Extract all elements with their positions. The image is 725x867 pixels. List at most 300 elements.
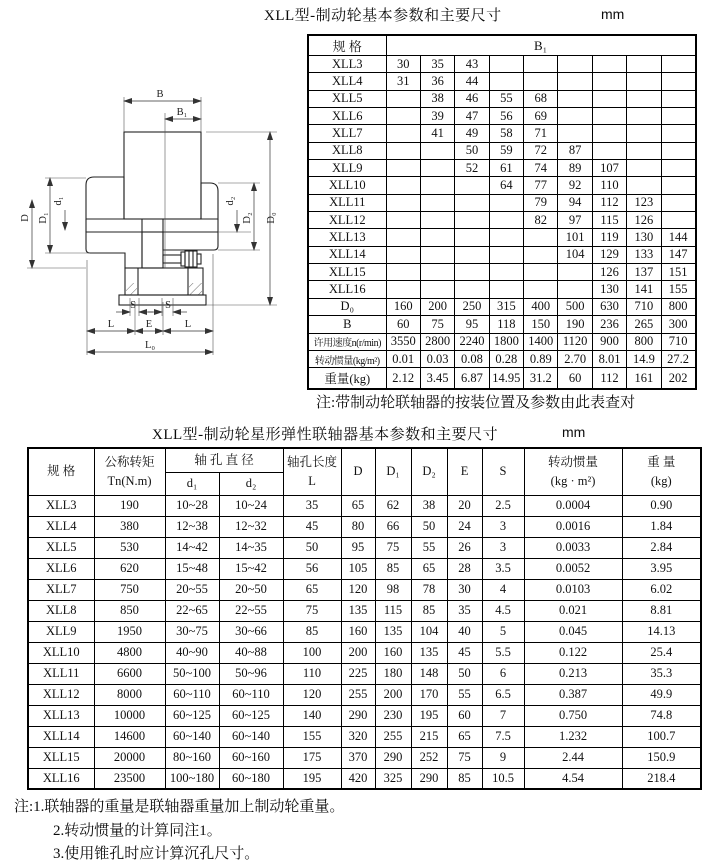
table-cell: 10~28 [165, 495, 219, 516]
table-cell: 74.8 [622, 705, 701, 726]
table-cell [558, 90, 592, 107]
row-label: XLL7 [308, 125, 386, 142]
table-cell: 4.5 [482, 600, 524, 621]
table-cell: 20 [447, 495, 482, 516]
table-cell: 31.2 [524, 368, 558, 389]
table-cell: 120 [283, 684, 341, 705]
table-cell [524, 73, 558, 90]
table-cell: 49.9 [622, 684, 701, 705]
coupling-parameters-table [27, 447, 702, 790]
table-row [308, 90, 696, 107]
table-cell: 28 [447, 558, 482, 579]
table-cell [455, 229, 489, 246]
table-cell: 135 [341, 600, 375, 621]
t2-header-D1: D₁ [375, 448, 411, 495]
table-cell: 161 [627, 368, 661, 389]
dim-label-S-right: S [165, 300, 171, 311]
table-cell: 123 [627, 194, 661, 211]
table-cell [489, 264, 523, 281]
table-cell: 370 [341, 747, 375, 768]
table-cell: 115 [375, 600, 411, 621]
table-cell [558, 125, 592, 142]
table-cell [627, 142, 661, 159]
table-cell: 8.81 [622, 600, 701, 621]
table-cell [420, 194, 454, 211]
row-label: 转动惯量(kg/m²) [308, 350, 386, 367]
table-cell: 112 [592, 194, 626, 211]
table-cell: 218.4 [622, 768, 701, 789]
table-cell [420, 177, 454, 194]
row-label: XLL8 [308, 142, 386, 159]
table-cell: 118 [489, 316, 523, 333]
table-cell [661, 108, 695, 125]
table-cell [420, 246, 454, 263]
row-label: XLL10 [28, 642, 94, 663]
table-cell: 65 [341, 495, 375, 516]
table-cell: 56 [283, 558, 341, 579]
table-cell: 6.5 [482, 684, 524, 705]
table-cell: 60~180 [219, 768, 283, 789]
table-cell: 14.13 [622, 621, 701, 642]
table-cell: 3 [482, 537, 524, 558]
table-cell [592, 90, 626, 107]
table-cell: 2.12 [386, 368, 420, 389]
row-label: XLL11 [28, 663, 94, 684]
table-cell: 2800 [420, 333, 454, 350]
table-cell: 60 [447, 705, 482, 726]
table-cell [627, 160, 661, 177]
table-cell: 60 [386, 316, 420, 333]
dim-label-L-right: L [184, 319, 192, 330]
table-cell: 151 [661, 264, 695, 281]
table-cell: 31 [386, 73, 420, 90]
table-cell: 61 [489, 160, 523, 177]
table-cell [455, 177, 489, 194]
table-cell: 6.02 [622, 579, 701, 600]
table-cell: 200 [420, 298, 454, 315]
dim-label-d1: d₁ [53, 196, 64, 206]
table-cell: 50 [455, 142, 489, 159]
table-row [308, 177, 696, 194]
table-cell: 141 [627, 281, 661, 298]
table-cell [455, 212, 489, 229]
t2-header-E: E [447, 448, 482, 495]
table-cell: 236 [592, 316, 626, 333]
table-cell: 202 [661, 368, 695, 389]
row-label: XLL12 [308, 212, 386, 229]
table-cell: 12~32 [219, 516, 283, 537]
table-cell [386, 229, 420, 246]
table-cell [455, 281, 489, 298]
table-row [28, 516, 701, 537]
table-cell: 27.2 [661, 350, 695, 367]
table-row [308, 229, 696, 246]
table-cell: 133 [627, 246, 661, 263]
table-cell: 74 [524, 160, 558, 177]
table-row [28, 747, 701, 768]
table-cell: 0.0103 [524, 579, 622, 600]
table-cell: 710 [661, 333, 695, 350]
row-label: XLL8 [28, 600, 94, 621]
table-cell: 0.90 [622, 495, 701, 516]
table-cell: 15~48 [165, 558, 219, 579]
table-cell: 200 [375, 684, 411, 705]
table-cell: 170 [411, 684, 447, 705]
table-cell: 315 [489, 298, 523, 315]
dim-label-D2: D₂ [242, 212, 253, 224]
table-cell: 230 [375, 705, 411, 726]
table-cell: 95 [341, 537, 375, 558]
table-cell: 104 [558, 246, 592, 263]
table-cell: 8.01 [592, 350, 626, 367]
table-cell: 800 [661, 298, 695, 315]
table-cell: 155 [661, 281, 695, 298]
row-label: XLL10 [308, 177, 386, 194]
table-cell: 50 [447, 663, 482, 684]
table-cell: 26 [447, 537, 482, 558]
table-cell: 3.5 [482, 558, 524, 579]
table-row [28, 579, 701, 600]
table-cell: 14.9 [627, 350, 661, 367]
footer-note-3: 3.使用锥孔时应计算沉孔尺寸。 [53, 846, 260, 862]
table-cell: 140 [283, 705, 341, 726]
dim-label-B1: B₁ [176, 107, 188, 118]
table-cell: 85 [375, 558, 411, 579]
row-label: XLL6 [308, 108, 386, 125]
table-cell: 110 [283, 663, 341, 684]
table-cell: 265 [627, 316, 661, 333]
right-hub [201, 183, 218, 219]
table-cell [592, 142, 626, 159]
table-cell: 195 [283, 768, 341, 789]
table-cell: 79 [524, 194, 558, 211]
table-cell: 20~50 [219, 579, 283, 600]
table-cell: 130 [592, 281, 626, 298]
table-cell: 56 [489, 108, 523, 125]
row-label: XLL3 [28, 495, 94, 516]
table-cell: 89 [558, 160, 592, 177]
table-cell: 12~38 [165, 516, 219, 537]
table-cell [420, 212, 454, 229]
table-cell: 135 [375, 621, 411, 642]
t2-header-bore-length-line2: L [308, 473, 316, 488]
row-label: XLL14 [28, 726, 94, 747]
t2-header-weight-line1: 重 量 [647, 455, 676, 469]
table-cell [489, 73, 523, 90]
t1-header-spec: 规 格 [308, 35, 386, 56]
table-cell: 87 [558, 142, 592, 159]
table-cell: 290 [375, 747, 411, 768]
table-cell: 44 [455, 73, 489, 90]
table-row [308, 160, 696, 177]
table1-unit-label: mm [601, 6, 625, 22]
coupling-section-drawing [5, 55, 297, 403]
table-cell: 80 [341, 516, 375, 537]
table-cell [489, 194, 523, 211]
brake-wheel-rim [124, 132, 201, 219]
table-cell [386, 177, 420, 194]
table-cell: 35 [420, 56, 454, 73]
table-cell: 35 [283, 495, 341, 516]
table-cell: 6600 [94, 663, 165, 684]
footer-note-1: 注:1.联轴器的重量是联轴器重量加上制动轮重量。 [14, 799, 345, 815]
table-cell: 60~140 [219, 726, 283, 747]
table-cell [455, 246, 489, 263]
table-cell: 147 [661, 246, 695, 263]
table2-title: XLL型-制动轮星形弹性联轴器基本参数和主要尺寸 [152, 427, 499, 443]
table-cell: 82 [524, 212, 558, 229]
table-cell: 2.5 [482, 495, 524, 516]
table-cell: 0.213 [524, 663, 622, 684]
table-cell: 620 [94, 558, 165, 579]
table-row [308, 246, 696, 263]
table-cell: 255 [341, 684, 375, 705]
table-cell [558, 281, 592, 298]
table-cell [592, 125, 626, 142]
table-cell: 0.28 [489, 350, 523, 367]
table-header-row [28, 448, 701, 472]
dim-label-L-left: L [107, 319, 115, 330]
table-row [28, 768, 701, 789]
table-cell: 2.70 [558, 350, 592, 367]
table-cell: 59 [489, 142, 523, 159]
table-cell [661, 142, 695, 159]
table-cell [489, 229, 523, 246]
table-cell: 130 [627, 229, 661, 246]
table-cell: 65 [411, 558, 447, 579]
dim-label-D: D [20, 214, 31, 222]
table-row [308, 264, 696, 281]
table-cell [627, 56, 661, 73]
table-row [28, 621, 701, 642]
table-header-row [308, 35, 696, 56]
t2-header-weight-line2: (kg) [650, 473, 672, 488]
table-cell [524, 246, 558, 263]
table-row [28, 705, 701, 726]
dim-label-S-left: S [130, 300, 136, 311]
table-cell: 400 [524, 298, 558, 315]
row-label: 重量(kg) [308, 368, 386, 389]
row-label: D₀ [308, 298, 386, 315]
table-cell: 126 [627, 212, 661, 229]
table-cell: 94 [558, 194, 592, 211]
t2-header-torque-line2: Tn(N.m) [107, 473, 152, 488]
table-cell: 0.0033 [524, 537, 622, 558]
table-cell: 65 [447, 726, 482, 747]
table-cell [661, 56, 695, 73]
t2-header-S: S [482, 448, 524, 495]
table-cell: 92 [558, 177, 592, 194]
table-cell: 40~90 [165, 642, 219, 663]
table-cell: 14600 [94, 726, 165, 747]
table-cell: 175 [283, 747, 341, 768]
table-cell: 30~66 [219, 621, 283, 642]
table-cell: 150 [524, 316, 558, 333]
t2-header-torque [94, 448, 165, 495]
table-cell: 69 [524, 108, 558, 125]
table-cell: 120 [341, 579, 375, 600]
table-cell [592, 108, 626, 125]
table-cell: 290 [411, 768, 447, 789]
table-cell: 65 [283, 579, 341, 600]
row-label: B [308, 316, 386, 333]
table-cell: 1400 [524, 333, 558, 350]
table-cell: 105 [341, 558, 375, 579]
table-cell: 10.5 [482, 768, 524, 789]
table-cell [455, 264, 489, 281]
table-cell: 0.89 [524, 350, 558, 367]
dim-label-D1: D₁ [38, 212, 49, 224]
table-cell: 14.95 [489, 368, 523, 389]
table-cell: 3550 [386, 333, 420, 350]
table-cell: 1120 [558, 333, 592, 350]
table-cell: 72 [524, 142, 558, 159]
table-cell: 0.0004 [524, 495, 622, 516]
table-cell: 55 [447, 684, 482, 705]
table-cell [420, 160, 454, 177]
table-cell: 85 [411, 600, 447, 621]
table-cell [661, 125, 695, 142]
table-cell: 2.84 [622, 537, 701, 558]
t2-header-bore-length [283, 448, 341, 495]
table-cell: 4 [482, 579, 524, 600]
table-cell [661, 194, 695, 211]
row-label: XLL7 [28, 579, 94, 600]
table-cell: 50~100 [165, 663, 219, 684]
table-cell: 0.045 [524, 621, 622, 642]
table-cell [455, 194, 489, 211]
table-row [308, 333, 696, 350]
table-cell: 380 [94, 516, 165, 537]
table-cell: 60 [558, 368, 592, 389]
table-cell [627, 125, 661, 142]
table-cell: 50 [283, 537, 341, 558]
table-cell: 137 [627, 264, 661, 281]
table-cell: 252 [411, 747, 447, 768]
t2-header-inertia-line1: 转动惯量 [548, 455, 599, 469]
table-cell: 25.4 [622, 642, 701, 663]
right-hub-flange [163, 232, 218, 250]
table-cell [489, 281, 523, 298]
table-cell: 630 [592, 298, 626, 315]
table-cell: 36 [420, 73, 454, 90]
table-cell [420, 281, 454, 298]
dim-label-B: B [156, 89, 164, 100]
table-cell: 66 [375, 516, 411, 537]
table-cell: 710 [627, 298, 661, 315]
table-cell: 107 [592, 160, 626, 177]
t2-header-d1: d₁ [165, 472, 219, 495]
dim-label-d2: d₂ [225, 196, 236, 206]
table-cell: 60~140 [165, 726, 219, 747]
table-cell: 98 [375, 579, 411, 600]
table-cell: 41 [420, 125, 454, 142]
table-cell [661, 160, 695, 177]
table-cell: 95 [455, 316, 489, 333]
table-row [28, 642, 701, 663]
table-cell [386, 264, 420, 281]
table-cell: 2.44 [524, 747, 622, 768]
row-label: 许用速度n(r/min) [308, 333, 386, 350]
table-cell: 100 [283, 642, 341, 663]
table1-note: 注:带制动轮联轴器的按装位置及参数由此表查对 [316, 395, 636, 411]
t2-header-inertia [524, 448, 622, 495]
table-cell: 150.9 [622, 747, 701, 768]
table-cell: 9 [482, 747, 524, 768]
row-label: XLL5 [28, 537, 94, 558]
table-cell: 68 [524, 90, 558, 107]
table-cell: 55 [411, 537, 447, 558]
row-label: XLL9 [308, 160, 386, 177]
table-cell: 129 [592, 246, 626, 263]
table-row [28, 600, 701, 621]
table-cell: 160 [386, 298, 420, 315]
table-cell [386, 125, 420, 142]
table-cell: 100.7 [622, 726, 701, 747]
table-cell: 0.0052 [524, 558, 622, 579]
dim-label-L0: L₀ [144, 340, 156, 351]
table-cell [661, 177, 695, 194]
table-row [308, 56, 696, 73]
table-cell: 3.45 [420, 368, 454, 389]
table-cell: 80~160 [165, 747, 219, 768]
table-row [308, 194, 696, 211]
table-cell: 0.750 [524, 705, 622, 726]
dim-label-E: E [145, 319, 153, 330]
table-cell [661, 212, 695, 229]
table-cell: 750 [94, 579, 165, 600]
table-cell: 10~24 [219, 495, 283, 516]
t2-header-bore-length-line1: 轴孔长度 [287, 455, 338, 469]
row-label: XLL14 [308, 246, 386, 263]
table-cell: 75 [283, 600, 341, 621]
table-cell [524, 264, 558, 281]
table-cell: 20~55 [165, 579, 219, 600]
table-cell: 0.122 [524, 642, 622, 663]
table-cell: 530 [94, 537, 165, 558]
table-cell: 23500 [94, 768, 165, 789]
table-cell [661, 90, 695, 107]
table-cell: 7 [482, 705, 524, 726]
table-cell: 50~96 [219, 663, 283, 684]
table-row [308, 125, 696, 142]
table-cell [489, 212, 523, 229]
table-cell: 39 [420, 108, 454, 125]
table-cell: 290 [341, 705, 375, 726]
table-cell: 22~65 [165, 600, 219, 621]
table-row [308, 298, 696, 315]
table-cell: 1.232 [524, 726, 622, 747]
table-row [28, 558, 701, 579]
table-cell [489, 56, 523, 73]
table-cell [558, 264, 592, 281]
table-cell [558, 56, 592, 73]
table-cell: 100~180 [165, 768, 219, 789]
table-cell: 148 [411, 663, 447, 684]
elastic-star-element [142, 232, 163, 268]
row-label: XLL5 [308, 90, 386, 107]
table-cell: 255 [375, 726, 411, 747]
table-cell: 4800 [94, 642, 165, 663]
table-cell: 24 [447, 516, 482, 537]
table-cell: 180 [375, 663, 411, 684]
t2-header-inertia-line2: (kg · m²) [550, 473, 596, 488]
table-cell: 900 [592, 333, 626, 350]
table-cell [420, 264, 454, 281]
table-cell [386, 142, 420, 159]
table-cell: 62 [375, 495, 411, 516]
table-cell: 104 [411, 621, 447, 642]
